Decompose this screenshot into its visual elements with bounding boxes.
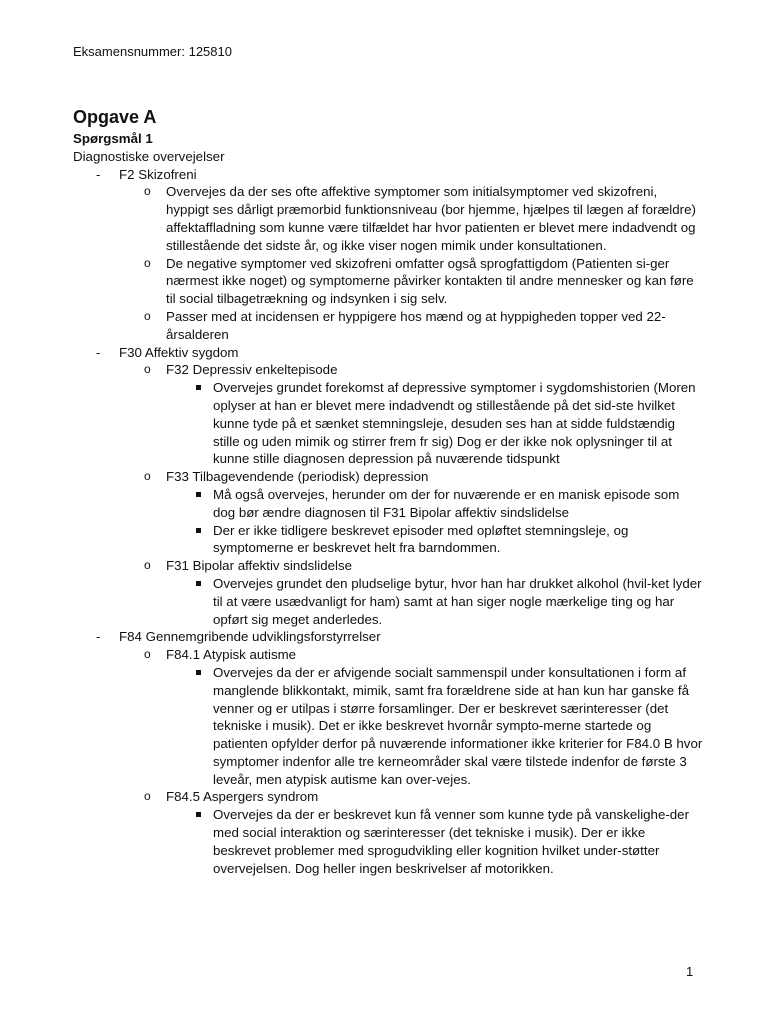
circle-marker: o: [144, 469, 151, 484]
diagnosis-list: [73, 166, 703, 878]
diagnosis-label: F84 Gennemgribende udviklingsforstyrrelser: [119, 629, 381, 645]
exam-number: Eksamensnummer: 125810: [73, 44, 232, 59]
dash-marker: -: [96, 166, 101, 182]
point-item: [119, 308, 703, 344]
point-item: [119, 255, 703, 308]
point-text: De negative symptomer ved skizofreni omfatter også sprogfattigdom (Patienten si-ger nærmest ikke noget) og symptomerne påvirker kontakten til andre mennesker og kan føre til social tilbagetrækning og indsynken i sig selv.: [166, 255, 694, 307]
point-text: Overvejes grundet den pludselige bytur, hvor han har drukket alkohol (hvil-ket lyder til at være usædvanligt for ham) samt at han siger nogle mærkelige ting og har opført sig meget anderledes.: [213, 575, 702, 627]
point-text: Overvejes da der er afvigende socialt sammenspil under konsultationen i form af manglende blikkontakt, mimik, samt fra forældrene side at han kun har ganske få venner og er utilpas i større forsamlinger. Der er beskrevet særinteresser (det tekniske i musik). Det er ikke beskrevet hvornår sympto-merne startede og patienten opfylder derfor på nuværende informationer ikke kriterier for F84.0 B hvor symptomer indenfor alle tre kerneområder skal være tilstede indenfor de første 3 leveår, men atypisk autisme kan over-vejes.: [213, 664, 703, 787]
subdiagnosis-label: F84.1 Atypisk autisme: [166, 647, 297, 663]
subdiagnosis-label: F84.5 Aspergers syndrom: [166, 789, 319, 805]
circle-marker: o: [144, 558, 151, 573]
point-item: [166, 379, 703, 468]
circle-marker: o: [144, 647, 151, 662]
subdiagnosis-label: F32 Depressiv enkeltepisode: [166, 362, 338, 378]
point-item: [119, 183, 703, 254]
point-item: [166, 575, 703, 628]
diagnosis-item: [73, 166, 703, 344]
square-bullet: [196, 385, 201, 390]
dash-marker: -: [96, 344, 101, 360]
point-list: [119, 183, 703, 343]
subdiagnosis-item: [119, 468, 703, 557]
circle-marker: o: [144, 308, 151, 323]
square-bullet: [196, 670, 201, 675]
point-item: [166, 664, 703, 789]
point-list: [166, 379, 703, 468]
diagnosis-item: [73, 344, 703, 629]
subdiagnosis-item: [119, 788, 703, 877]
circle-marker: o: [144, 789, 151, 804]
point-text: Passer med at incidensen er hyppigere hos mænd og at hyppigheden topper ved 22-årsalderen: [166, 308, 666, 342]
point-item: [166, 806, 703, 877]
subdiagnosis-item: [119, 557, 703, 628]
diagnosis-label: F2 Skizofreni: [119, 166, 197, 182]
page-number: 1: [686, 964, 694, 979]
point-list: [166, 664, 703, 789]
subdiagnosis-item: [119, 361, 703, 468]
document-body: [73, 105, 703, 877]
circle-marker: o: [144, 184, 151, 199]
point-list: [166, 806, 703, 877]
diagnosis-item: [73, 628, 703, 877]
assignment-title: Opgave A: [73, 107, 157, 127]
question-heading: Spørgsmål 1: [73, 131, 153, 146]
point-item: [166, 522, 703, 558]
point-text: Må også overvejes, herunder om der for nuværende er en manisk episode som dog bør ændre diagnosen til F31 Bipolar affektiv sindslidelse: [213, 486, 680, 520]
point-text: Der er ikke tidligere beskrevet episoder med opløftet stemningsleje, og symptomerne er beskrevet helt fra barndommen.: [213, 522, 629, 556]
square-bullet: [196, 528, 201, 533]
point-list: [166, 575, 703, 628]
point-item: [166, 486, 703, 522]
point-list: [166, 486, 703, 557]
square-bullet: [196, 581, 201, 586]
subdiagnosis-label: F31 Bipolar affektiv sindslidelse: [166, 558, 353, 574]
subdiagnosis-item: [119, 646, 703, 788]
point-text: Overvejes grundet forekomst af depressive symptomer i sygdomshistorien (Moren oplyser at han er blevet mere indadvendt og stillestående på det sid-ste hvilket kunne tyde på et sænket stemningsleje, desuden ses han at sidde fuldstændig stille og uden mimik og stirrer frem fr sig) Dog er der ikke nok oplysninger til at kunne stille diagnosen depression på nuværende tidspunkt: [213, 380, 696, 467]
subdiagnosis-list: [119, 646, 703, 877]
circle-marker: o: [144, 362, 151, 377]
dash-marker: -: [96, 629, 101, 645]
section-label: Diagnostiske overvejelser: [73, 148, 225, 164]
square-bullet: [196, 492, 201, 497]
subdiagnosis-label: F33 Tilbagevendende (periodisk) depression: [166, 469, 429, 485]
subdiagnosis-list: [119, 361, 703, 628]
point-text: Overvejes da der ses ofte affektive symptomer som initialsymptomer ved skizofreni, hyppigt ses dårligt præmorbid funktionsniveau (bor hjemme, hjælpes til lægen af forældre) affektaffladning som kunne være tilfældet har hvor patienten er blevet mere indadvendt og stillestående det sidste år, og ikke viser nogen mimik under konsultationen.: [166, 184, 696, 253]
circle-marker: o: [144, 255, 151, 270]
square-bullet: [196, 812, 201, 817]
point-text: Overvejes da der er beskrevet kun få venner som kunne tyde på vanskelighe-der med social interaktion og særinteresser (det tekniske i musik). Der er ikke beskrevet problemer med sprogudvikling eller kognition hvilket under-støtter overvejelsen. Dog heller ingen beskrivelser af motorikken.: [213, 807, 689, 876]
diagnosis-label: F30 Affektiv sygdom: [119, 344, 239, 360]
